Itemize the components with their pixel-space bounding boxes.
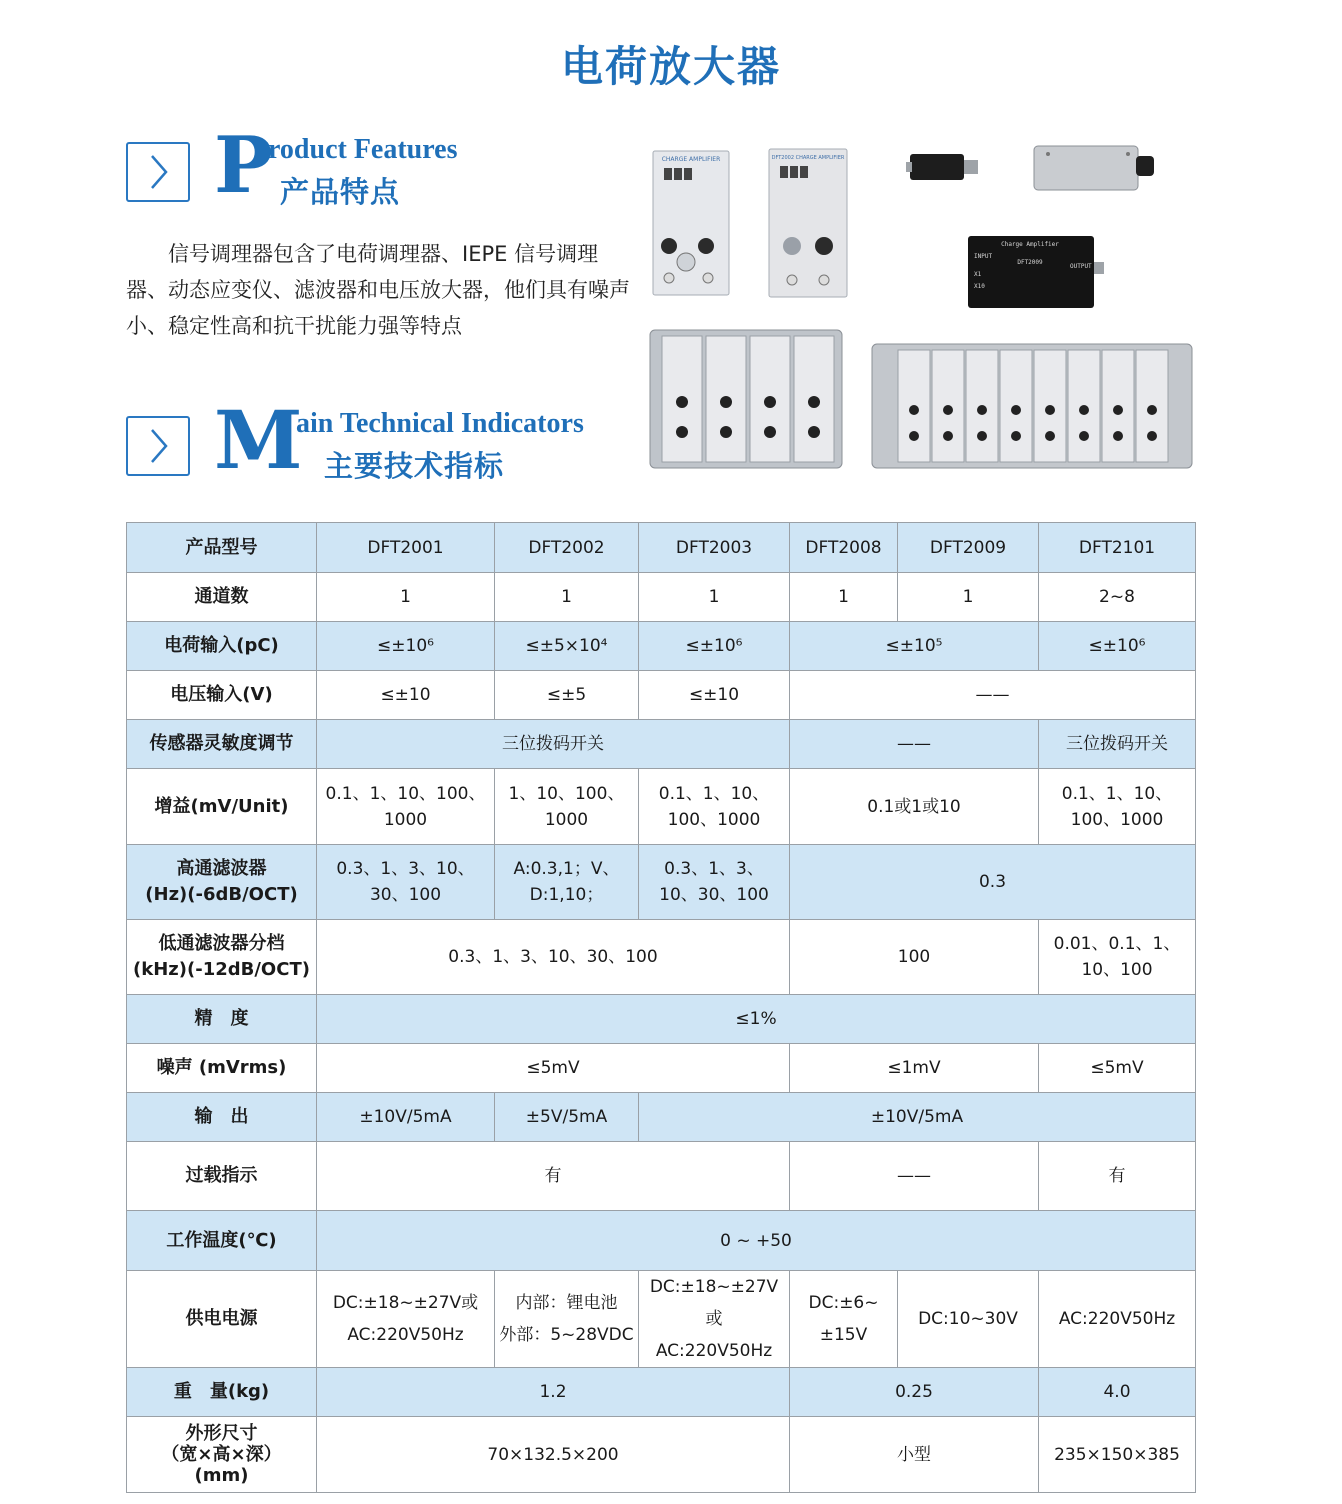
cell-line: (mm) [194, 1465, 249, 1486]
table-cell: 0.25 [790, 1368, 1039, 1417]
table-cell: 235×150×385 [1039, 1417, 1196, 1493]
table-cell: ±10V/5mA [317, 1093, 495, 1142]
table-cell: 1 [790, 573, 898, 622]
table-cell: 三位拨码开关 [1039, 720, 1196, 769]
table-cell: ≤±10 [317, 671, 495, 720]
eight-channel-chassis-photo [870, 340, 1194, 472]
table-cell [1039, 769, 1196, 845]
table-row-temperature [127, 1211, 1196, 1271]
table-cell: AC:220V50Hz [1039, 1271, 1196, 1368]
table-row-gain [127, 769, 1196, 845]
cell-line: 10、30、100 [659, 885, 769, 905]
table-cell: ≤1mV [790, 1044, 1039, 1093]
table-cell: 2~8 [1039, 573, 1196, 622]
features-title-cn: 产品特点 [280, 175, 401, 209]
table-row-voltage-input [127, 671, 1196, 720]
cell-line: （宽×高×深） [161, 1444, 282, 1465]
chevron-right-icon [126, 416, 190, 476]
table-cell: 0.1或1或10 [790, 769, 1039, 845]
box-model: DFT2009 [1017, 259, 1043, 266]
row-label: 电压输入(V) [127, 671, 317, 720]
cell-line: DC:±18~±27V或 [332, 1293, 479, 1313]
table-row-noise [127, 1044, 1196, 1093]
table-cell: 1 [898, 573, 1039, 622]
box-title: Charge Amplifier [1001, 241, 1059, 248]
row-label [127, 1417, 317, 1493]
box-x1-label: X1 [974, 271, 982, 278]
table-cell: ≤±5 [495, 671, 639, 720]
model-header: DFT2002 [495, 523, 639, 573]
table-cell: 有 [317, 1142, 790, 1211]
cylinder-amplifier-photo [906, 148, 982, 186]
cell-line: 0.01、0.1、1、 [1053, 934, 1181, 954]
features-description: 信号调理器包含了电荷调理器、IEPE 信号调理器、动态应变仪、滤波器和电压放大器，他们具有噪声小、稳定性高和抗干扰能力强等特点 [126, 242, 630, 338]
cell-line: 10、100 [1081, 960, 1153, 980]
row-label: 传感器灵敏度调节 [127, 720, 317, 769]
table-cell: —— [790, 720, 1039, 769]
cell-line: 高通滤波器 [176, 858, 267, 879]
table-cell [495, 845, 639, 920]
model-header: DFT2009 [898, 523, 1039, 573]
table-cell: ≤±10 [639, 671, 790, 720]
table-cell: 70×132.5×200 [317, 1417, 790, 1493]
row-label [127, 920, 317, 995]
cell-line: 0.1、1、10、100、 [325, 783, 486, 804]
cell-line: 外形尺寸 [185, 1423, 258, 1444]
dft2009-box-photo [966, 234, 1106, 312]
dft2002-module-photo [768, 148, 848, 298]
table-cell: 0.3 [790, 845, 1196, 920]
row-label: 供电电源 [127, 1271, 317, 1368]
cell-line: (Hz)(-6dB/OCT) [145, 884, 298, 905]
table-row-power [127, 1271, 1196, 1368]
table-cell [639, 769, 790, 845]
table-row-weight [127, 1368, 1196, 1417]
row-label: 输 出 [127, 1093, 317, 1142]
table-cell [317, 845, 495, 920]
table-cell: ≤5mV [317, 1044, 790, 1093]
table-cell [495, 769, 639, 845]
cell-line: 1、10、100、 [508, 783, 625, 804]
model-header: DFT2003 [639, 523, 790, 573]
row-label: 产品型号 [127, 523, 317, 573]
model-header: DFT2008 [790, 523, 898, 573]
technical-indicators-heading [126, 393, 646, 488]
table-cell: —— [790, 1142, 1039, 1211]
single-module-photo [652, 150, 730, 296]
table-row-dimensions [127, 1417, 1196, 1493]
features-big-letter: P [214, 120, 273, 211]
table-cell: ≤±10⁶ [639, 622, 790, 671]
cell-line: (kHz)(-12dB/OCT) [133, 959, 310, 980]
cell-line: 低通滤波器分档 [158, 933, 285, 954]
cell-line: D:1,10； [529, 885, 604, 905]
table-cell: ≤5mV [1039, 1044, 1196, 1093]
table-cell [495, 1271, 639, 1368]
model-header: DFT2101 [1039, 523, 1196, 573]
cell-line: 30、100 [369, 885, 442, 905]
table-cell: 三位拨码开关 [317, 720, 790, 769]
table-cell: ≤±10⁶ [1039, 622, 1196, 671]
spec-table [126, 522, 1196, 1493]
table-cell: 1 [639, 573, 790, 622]
table-cell: 0.3、1、3、10、30、100 [317, 920, 790, 995]
four-channel-chassis-photo [648, 326, 844, 472]
row-label: 精 度 [127, 995, 317, 1044]
table-row-overload [127, 1142, 1196, 1211]
row-label: 通道数 [127, 573, 317, 622]
table-cell: 1.2 [317, 1368, 790, 1417]
table-cell: ≤±10⁶ [317, 622, 495, 671]
table-cell: 4.0 [1039, 1368, 1196, 1417]
row-label [127, 845, 317, 920]
table-row-accuracy [127, 995, 1196, 1044]
model-header: DFT2001 [317, 523, 495, 573]
sealed-box-photo [1030, 140, 1158, 194]
cell-line: 内部：锂电池 [515, 1293, 618, 1313]
table-cell: —— [790, 671, 1196, 720]
table-row-charge-input [127, 622, 1196, 671]
table-row-model [127, 523, 1196, 573]
table-cell [1039, 920, 1196, 995]
row-label: 噪声 (mVrms) [127, 1044, 317, 1093]
cell-line: DC:±6~ [808, 1293, 879, 1313]
module1-label: CHARGE AMPLIFIER [661, 156, 721, 163]
table-cell: ±5V/5mA [495, 1093, 639, 1142]
row-label: 过载指示 [127, 1142, 317, 1211]
table-cell [639, 845, 790, 920]
table-cell: 1 [317, 573, 495, 622]
indicators-big-letter: M [214, 393, 303, 487]
table-cell: ≤±5×10⁴ [495, 622, 639, 671]
table-row-lowpass [127, 920, 1196, 995]
page-title: 电荷放大器 [560, 42, 781, 91]
cell-line: ±15V [819, 1325, 868, 1345]
table-row-sensitivity [127, 720, 1196, 769]
indicators-title-cn: 主要技术指标 [324, 449, 505, 483]
table-row-channels [127, 573, 1196, 622]
box-output-label: OUTPUT [1070, 263, 1092, 270]
table-row-highpass [127, 845, 1196, 920]
table-row-output [127, 1093, 1196, 1142]
table-cell [639, 1271, 790, 1368]
cell-line: 100、1000 [667, 809, 761, 830]
table-cell: 0 ~ +50 [317, 1211, 1196, 1271]
cell-line: A:0.3,1；V、 [513, 859, 620, 879]
table-cell [317, 1271, 495, 1368]
indicators-title-en: ain Technical Indicators [296, 408, 584, 439]
box-x10-label: X10 [974, 283, 985, 290]
cell-line: 外部：5~28VDC [499, 1325, 634, 1345]
table-cell: 小型 [790, 1417, 1039, 1493]
cell-line: AC:220V50Hz [347, 1325, 464, 1345]
row-label: 重 量(kg) [127, 1368, 317, 1417]
cell-line: 1000 [544, 809, 589, 830]
cell-line: 0.3、1、3、10、 [336, 859, 475, 879]
cell-line: 100、1000 [1070, 809, 1164, 830]
chevron-right-icon [126, 142, 190, 202]
table-cell: ±10V/5mA [639, 1093, 1196, 1142]
cell-line: 0.1、1、10、 [658, 783, 770, 804]
product-features-heading [126, 120, 646, 214]
row-label: 增益(mV/Unit) [127, 769, 317, 845]
cell-line: AC:220V50Hz [655, 1341, 773, 1361]
row-label: 电荷输入(pC) [127, 622, 317, 671]
box-input-label: INPUT [974, 253, 993, 260]
row-label: 工作温度(℃) [127, 1211, 317, 1271]
table-cell: 100 [790, 920, 1039, 995]
cell-line: 0.3、1、3、 [664, 859, 764, 879]
table-cell: ≤±10⁵ [790, 622, 1039, 671]
module2-label: DFT2002 CHARGE AMPLIFIER [771, 155, 845, 161]
table-cell: ≤1% [317, 995, 1196, 1044]
cell-line: DC:±18~±27V或 [649, 1277, 779, 1329]
table-cell [790, 1271, 898, 1368]
features-title-en: roduct Features [268, 134, 458, 165]
cell-line: 0.1、1、10、 [1061, 783, 1173, 804]
table-cell [317, 769, 495, 845]
cell-line: 1000 [383, 809, 428, 830]
table-cell: 有 [1039, 1142, 1196, 1211]
table-cell: 1 [495, 573, 639, 622]
table-cell: DC:10~30V [898, 1271, 1039, 1368]
